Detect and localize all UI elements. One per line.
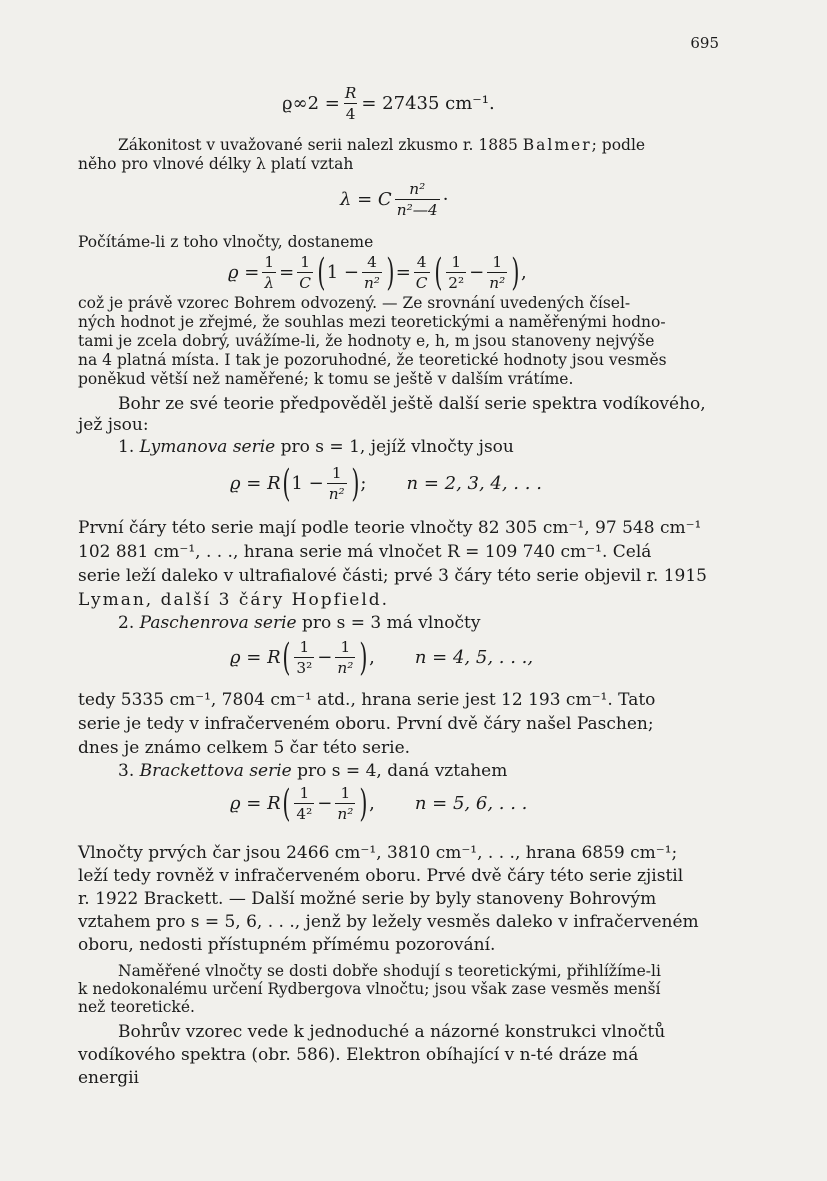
text-line: tedy 5335 cm⁻¹, 7804 cm⁻¹ atd., hrana serie jest 12 193 cm⁻¹. Tato	[78, 690, 656, 710]
text-line: vodíkového spektra (obr. 586). Elektron obíhající v n-té dráze má	[78, 1045, 639, 1065]
text-line: tami je zcela dobrý, uvážíme-li, že hodnoty e, h, m jsou stanoveny nejvýše	[78, 332, 655, 350]
text-line: oboru, nedosti přístupném přímému pozorování.	[78, 935, 496, 955]
text-line: r. 1922 Brackett. — Další možné serie by byly stanoveny Bohrovým	[78, 889, 657, 909]
text-line: k nedokonalému určení Rydbergova vlnočtu; jsou však zase vesměs menší	[78, 980, 661, 998]
text-line: Lyman, další 3 čáry Hopfield.	[78, 590, 390, 610]
equation-paschen: ϱ = R ( $\frac{1}{\text{3²}}$ − $\frac{1}{\text{n²}}$ ) , n = 4, 5, . . .,	[230, 634, 534, 679]
equation-lambda: λ = C $\frac{\text{n²}}{\text{n²—4}}$ ·	[340, 180, 449, 219]
equation-brackett: ϱ = R ( $\frac{1}{\text{4²}}$ − $\frac{1}{\text{n²}}$ ) , n = 5, 6, . . .	[230, 780, 528, 825]
equation-rho: ϱ = $\frac{1}{\lambda}$ = $\frac{1}{C}$ ( 1 − $\frac{4}{\text{n²}}$ ) = $\frac{4}{C}$ ( $\frac{1}{\text{2²}}$ − $\frac{1}{\text{n²}}$ ) ,	[228, 249, 527, 294]
text-line: 102 881 cm⁻¹, . . ., hrana serie má vlnočet R = 109 740 cm⁻¹. Celá	[78, 542, 652, 562]
text-line: leží tedy rovněž v infračerveném oboru. Prvé dvě čáry této serie zjistil	[78, 866, 684, 886]
text-line: První čáry této serie mají podle teorie vlnočty 82 305 cm⁻¹, 97 548 cm⁻¹	[78, 518, 702, 538]
text-line: Počítáme-li z toho vlnočty, dostaneme	[78, 233, 374, 251]
text-line: Bohrův vzorec vede k jednoduché a názorné konstrukci vlnočtů	[118, 1022, 666, 1042]
text-line: na 4 platná místa. I tak je pozoruhodné, že teoretické hodnoty jsou vesměs	[78, 351, 667, 369]
text-line: energii	[78, 1068, 139, 1088]
series-heading-paschen: 2. Paschenrova serie pro s = 3 má vlnočty	[118, 613, 481, 633]
text-line: serie je tedy v infračerveném oboru. První dvě čáry našel Paschen;	[78, 714, 654, 734]
text-line: Zákonitost v uvažované serii nalezl zkusmo r. 1885 Balmer; podle	[118, 136, 646, 154]
text-line: což je právě vzorec Bohrem odvozený. — Ze srovnání uvedených čísel-	[78, 294, 631, 312]
text-line: něho pro vlnové délky λ platí vztah	[78, 155, 354, 173]
text-line: ných hodnot je zřejmé, že souhlas mezi teoretickými a naměřenými hodno-	[78, 313, 666, 331]
text-line: poněkud větší než naměřené; k tomu se ještě v dalším vrátíme.	[78, 370, 574, 388]
text-line: jež jsou:	[78, 415, 149, 435]
equation-lyman: ϱ = R ( 1 − $\frac{1}{\text{n²}}$ ) ; n = 2, 3, 4, . . .	[230, 460, 542, 505]
series-heading-lyman: 1. Lymanova serie pro s = 1, jejíž vlnočty jsou	[118, 437, 514, 457]
series-heading-brackett: 3. Brackettova serie pro s = 4, daná vztahem	[118, 761, 508, 781]
text-line: Naměřené vlnočty se dosti dobře shodují s teoretickými, přihlížíme-li	[118, 962, 661, 980]
text-line: Bohr ze své teorie předpověděl ještě další serie spektra vodíkového,	[118, 394, 706, 414]
text-line: vztahem pro s = 5, 6, . . ., jenž by ležely vesměs daleko v infračerveném	[78, 912, 699, 932]
text-line: serie leží daleko v ultrafialové části; prvé 3 čáry této serie objevil r. 1915	[78, 566, 707, 586]
text-line: dnes je známo celkem 5 čar této serie.	[78, 738, 411, 758]
text-line: Vlnočty prvých čar jsou 2466 cm⁻¹, 3810 cm⁻¹, . . ., hrana 6859 cm⁻¹;	[78, 843, 678, 863]
page-number: 695	[690, 34, 719, 52]
equation-rho-infinity: ϱ∞2 = $\frac{R}{4}$ = 27435 cm⁻¹.	[282, 84, 495, 123]
text-line: než teoretické.	[78, 998, 195, 1016]
